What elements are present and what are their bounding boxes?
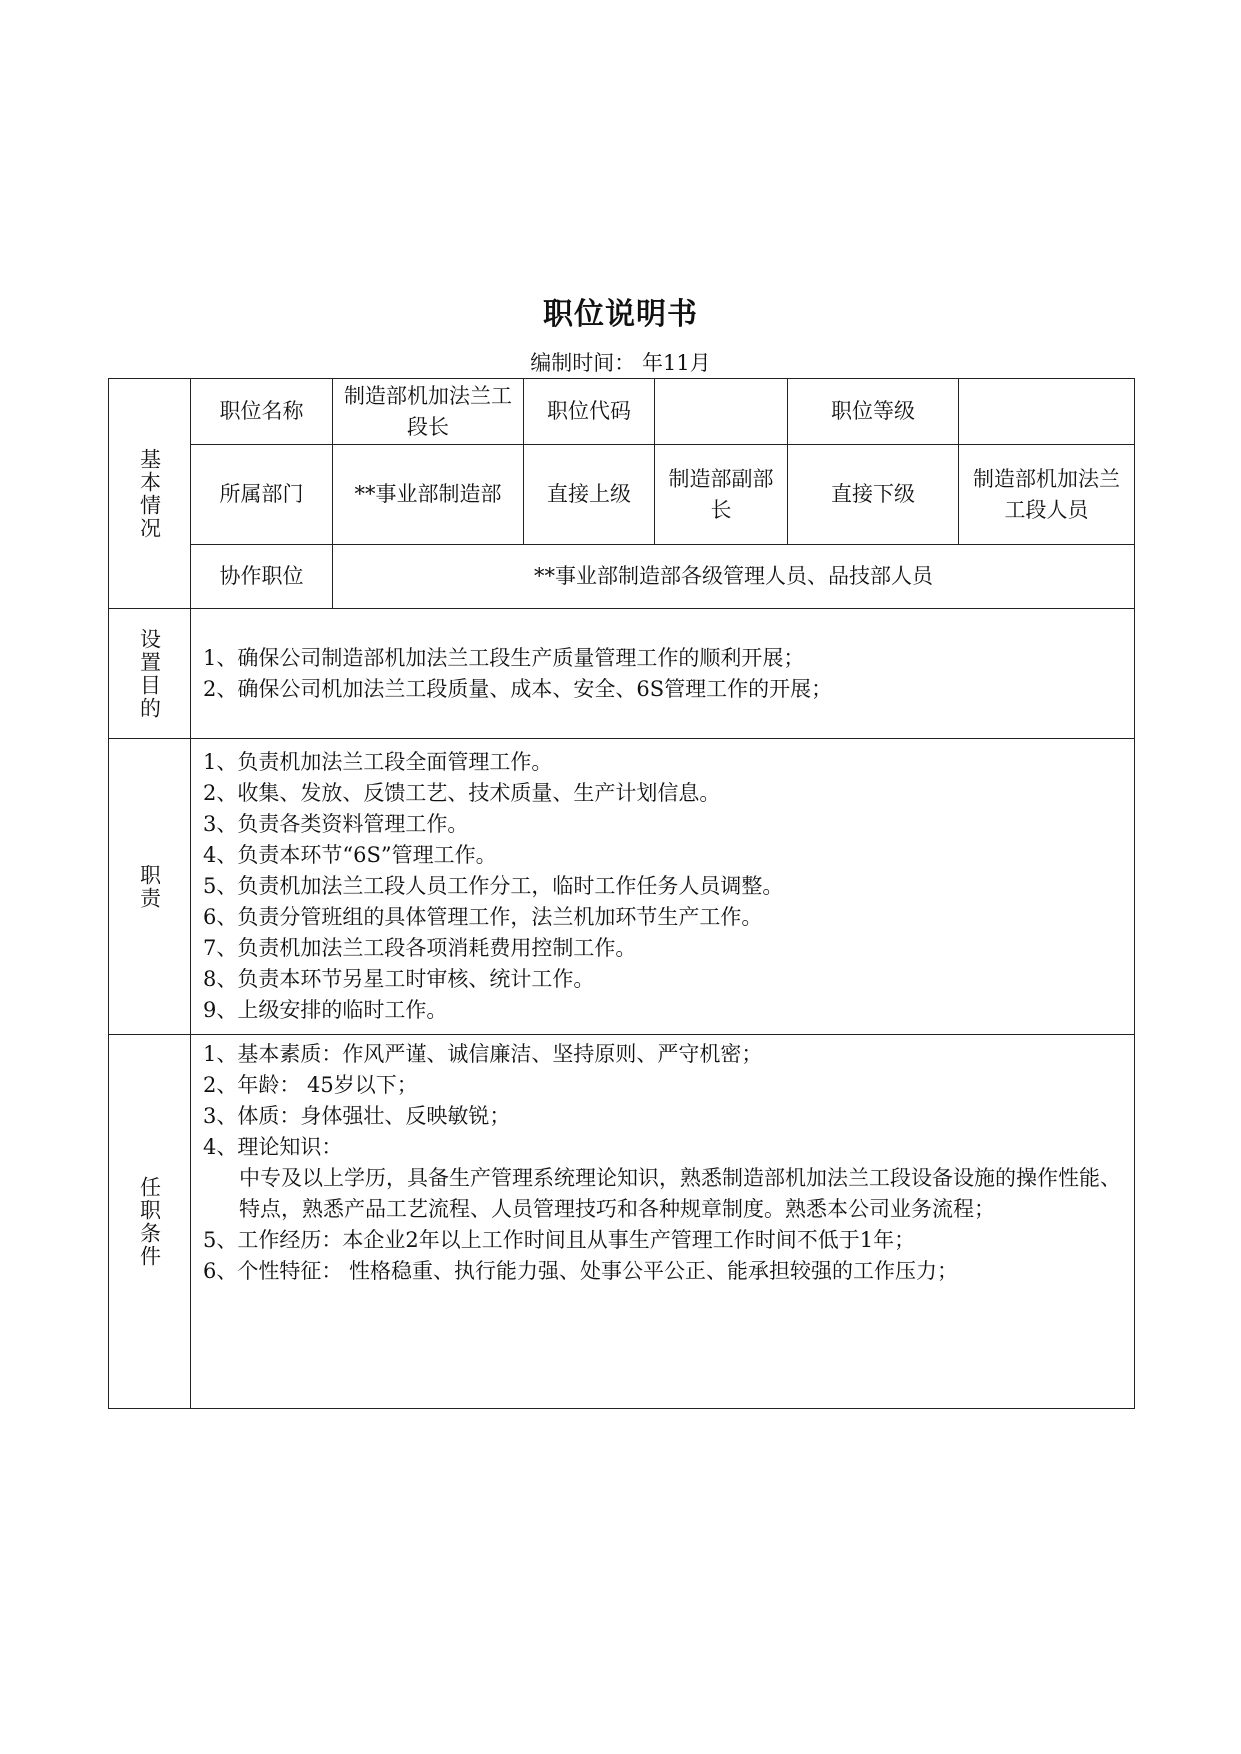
purpose-content xyxy=(191,609,1135,739)
duties-section-label: 职责 xyxy=(137,863,162,910)
position-code-label: 职位代码 xyxy=(524,379,655,445)
position-name-value: 制造部机加法兰工段长 xyxy=(333,379,524,445)
requirement-item: 5、工作经历：本企业2年以上工作时间且从事生产管理工作时间不低于1年； xyxy=(203,1228,916,1252)
position-code-value xyxy=(655,379,788,445)
purpose-row xyxy=(109,609,1135,739)
duty-item: 3、负责各类资料管理工作。 xyxy=(203,812,469,836)
duty-item: 8、负责本环节另星工时审核、统计工作。 xyxy=(203,967,595,991)
purpose-item: 1、确保公司制造部机加法兰工段生产质量管理工作的顺利开展； xyxy=(203,645,805,670)
duties-content xyxy=(191,739,1135,1035)
cooperation-label: 协作职位 xyxy=(191,545,333,609)
department-value: **事业部制造部 xyxy=(333,445,524,545)
duty-item: 2、收集、发放、反馈工艺、技术质量、生产计划信息。 xyxy=(203,781,721,805)
requirements-section-label: 任职条件 xyxy=(137,1175,162,1268)
requirements-content xyxy=(191,1035,1135,1409)
compile-date: 编制时间： 年11月 xyxy=(530,351,711,375)
requirement-item: 3、体质：身体强壮、反映敏锐； xyxy=(203,1104,511,1128)
duty-item: 6、负责分管班组的具体管理工作，法兰机加环节生产工作。 xyxy=(203,905,763,929)
direct-subordinate-value: 制造部机加法兰工段人员 xyxy=(959,445,1135,545)
basic-section-label: 基本情况 xyxy=(137,447,162,540)
basic-section-cell xyxy=(109,379,191,609)
direct-superior-value: 制造部副部长 xyxy=(655,445,788,545)
purpose-item: 2、确保公司机加法兰工段质量、成本、安全、6S管理工作的开展； xyxy=(203,676,833,701)
position-name-label: 职位名称 xyxy=(191,379,333,445)
requirements-section-cell xyxy=(109,1035,191,1409)
basic-row-3 xyxy=(109,545,1135,609)
purpose-section-cell xyxy=(109,609,191,739)
requirement-item: 4、理论知识： xyxy=(203,1135,343,1159)
requirements-row xyxy=(109,1035,1135,1409)
requirement-item: 6、个性特征： 性格稳重、执行能力强、处事公平公正、能承担较强的工作压力； xyxy=(203,1259,959,1283)
job-description-table xyxy=(108,378,1135,1409)
position-grade-label: 职位等级 xyxy=(788,379,959,445)
duty-item: 4、负责本环节“6S”管理工作。 xyxy=(203,843,497,867)
direct-superior-label: 直接上级 xyxy=(524,445,655,545)
basic-row-1 xyxy=(109,379,1135,445)
basic-row-2 xyxy=(109,445,1135,545)
duties-row xyxy=(109,739,1135,1035)
requirement-item: 2、年龄： 45岁以下； xyxy=(203,1073,418,1097)
department-label: 所属部门 xyxy=(191,445,333,545)
document-title: 职位说明书 xyxy=(543,297,698,332)
direct-subordinate-label: 直接下级 xyxy=(788,445,959,545)
position-grade-value xyxy=(959,379,1135,445)
duties-section-cell xyxy=(109,739,191,1035)
purpose-section-label: 设置目的 xyxy=(137,627,162,720)
duty-item: 1、负责机加法兰工段全面管理工作。 xyxy=(203,750,553,774)
duty-item: 5、负责机加法兰工段人员工作分工，临时工作任务人员调整。 xyxy=(203,874,784,898)
requirement-detail: 中专及以上学历，具备生产管理系统理论知识，熟悉制造部机加法兰工段设备设施的操作性能、特点，熟悉产品工艺流程、人员管理技巧和各种规章制度。熟悉本公司业务流程； xyxy=(239,1166,1121,1221)
duty-item: 9、上级安排的临时工作。 xyxy=(203,998,448,1022)
duty-item: 7、负责机加法兰工段各项消耗费用控制工作。 xyxy=(203,936,637,960)
requirement-item: 1、基本素质：作风严谨、诚信廉洁、坚持原则、严守机密； xyxy=(203,1042,763,1066)
cooperation-value: **事业部制造部各级管理人员、品技部人员 xyxy=(333,545,1135,609)
